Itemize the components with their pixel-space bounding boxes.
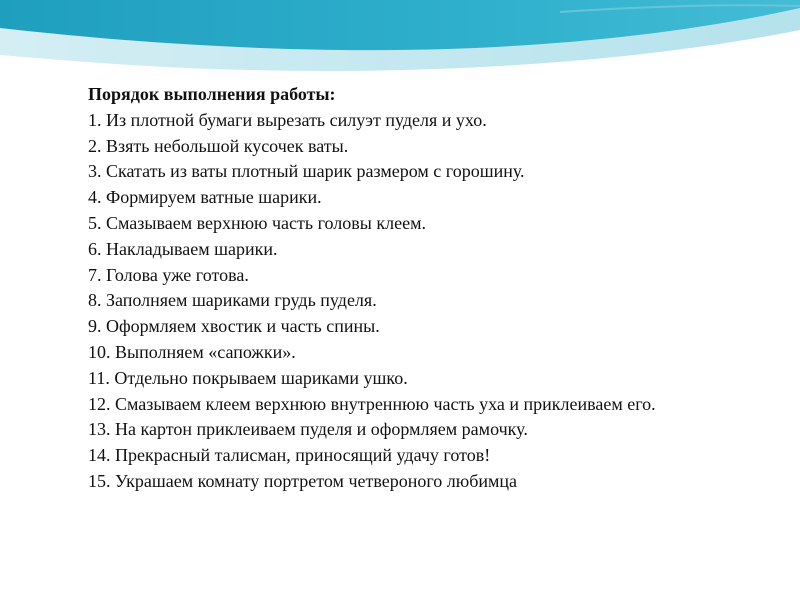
step-item: 10. Выполняем «сапожки».	[88, 341, 296, 362]
step-item: 13. На картон приклеиваем пуделя и оформляем рамочку.	[88, 419, 528, 440]
instructions-block	[88, 82, 768, 495]
step-item: 9. Оформляем хвостик и часть спины.	[88, 316, 380, 337]
step-item: 12. Смазываем клеем верхнюю внутреннюю часть уха и приклеиваем его.	[88, 393, 656, 414]
step-item: 5. Смазываем верхнюю часть головы клеем.	[88, 212, 426, 233]
step-item: 4. Формируем ватные шарики.	[88, 187, 322, 208]
step-item: 7. Голова уже готова.	[88, 264, 249, 285]
step-item: 2. Взять небольшой кусочек ваты.	[88, 135, 349, 156]
step-item: 8. Заполняем шариками грудь пуделя.	[88, 290, 377, 311]
step-item: 1. Из плотной бумаги вырезать силуэт пуделя и ухо.	[88, 109, 487, 130]
steps-list	[88, 108, 768, 495]
step-item: 3. Скатать из ваты плотный шарик размером с горошину.	[88, 161, 525, 182]
step-item: 11. Отдельно покрываем шариками ушко.	[88, 367, 408, 388]
instructions-heading: Порядок выполнения работы:	[88, 84, 336, 104]
step-item: 15. Украшаем комнату портретом четвероного любимца	[88, 470, 518, 491]
step-item: 14. Прекрасный талисман, приносящий удачу готов!	[88, 445, 491, 466]
step-item: 6. Накладываем шарики.	[88, 238, 278, 259]
